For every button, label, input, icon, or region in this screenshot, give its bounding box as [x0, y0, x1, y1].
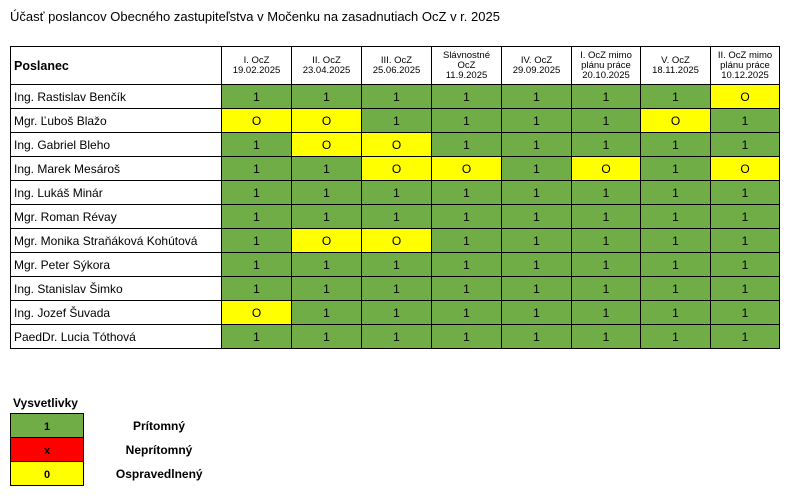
- table-row: [11, 325, 780, 349]
- attendance-cell: 1: [432, 325, 502, 349]
- attendance-cell: 1: [572, 205, 641, 229]
- attendance-cell: O: [362, 229, 432, 253]
- attendance-cell: 1: [502, 181, 572, 205]
- legend-table: [10, 413, 235, 486]
- attendance-cell: 1: [572, 229, 641, 253]
- column-header-session: [711, 47, 780, 85]
- attendance-cell: 1: [432, 205, 502, 229]
- legend-swatch: [11, 414, 84, 438]
- legend-title: Vysvetlivky: [13, 396, 78, 410]
- attendance-cell: 1: [292, 277, 362, 301]
- attendance-cell: O: [362, 157, 432, 181]
- attendance-cell: 1: [502, 157, 572, 181]
- attendance-cell: O: [711, 85, 780, 109]
- attendance-cell: 1: [711, 181, 780, 205]
- attendance-cell: 1: [572, 85, 641, 109]
- attendance-cell: 1: [432, 181, 502, 205]
- attendance-cell: 1: [641, 85, 711, 109]
- table-row: [11, 109, 780, 133]
- attendance-cell: 1: [572, 109, 641, 133]
- attendance-cell: 1: [292, 325, 362, 349]
- column-header-line: 29.09.2025: [512, 64, 561, 76]
- page-title: Účasť poslancov Obecného zastupiteľstva v Močenku na zasadnutiach OcZ v r. 2025: [10, 9, 500, 24]
- councillor-name: Ing. Lukáš Minár: [11, 181, 222, 205]
- column-header-line: plánu práce: [581, 59, 631, 71]
- councillor-name: Ing. Rastislav Benčík: [11, 85, 222, 109]
- legend-symbol: x: [43, 444, 51, 457]
- attendance-cell: 1: [362, 205, 432, 229]
- legend-item: [11, 414, 235, 438]
- attendance-cell: 1: [711, 301, 780, 325]
- attendance-cell: 1: [222, 277, 292, 301]
- attendance-cell: 1: [222, 205, 292, 229]
- column-header-line: I. OcZ mimo: [580, 49, 632, 61]
- column-header-line: plánu práce: [720, 59, 770, 71]
- attendance-cell: 1: [711, 229, 780, 253]
- legend-item: [11, 438, 235, 462]
- attendance-cell: 1: [432, 277, 502, 301]
- attendance-cell: 1: [222, 181, 292, 205]
- attendance-cell: O: [222, 109, 292, 133]
- attendance-cell: 1: [432, 301, 502, 325]
- attendance-cell: 1: [572, 301, 641, 325]
- attendance-cell: O: [432, 157, 502, 181]
- column-header-line: II. OcZ: [312, 54, 341, 66]
- attendance-cell: 1: [222, 85, 292, 109]
- column-header-line: 18.11.2025: [652, 64, 699, 76]
- column-header-line: II. OcZ mimo: [717, 49, 773, 61]
- table-row: [11, 133, 780, 157]
- column-header-session: [292, 47, 362, 85]
- councillor-name: Ing. Gabriel Bleho: [11, 133, 222, 157]
- attendance-cell: 1: [432, 133, 502, 157]
- attendance-cell: 1: [572, 253, 641, 277]
- column-header-line: Slávnostné: [442, 49, 490, 61]
- column-header-session: [502, 47, 572, 85]
- attendance-cell: 1: [292, 205, 362, 229]
- attendance-cell: 1: [432, 85, 502, 109]
- attendance-cell: 1: [711, 277, 780, 301]
- column-header-line: IV. OcZ: [520, 54, 553, 66]
- table-row: [11, 229, 780, 253]
- column-header-session: [432, 47, 502, 85]
- councillor-name: Ing. Stanislav Šimko: [11, 277, 222, 301]
- column-header-line: I. OcZ: [243, 54, 270, 66]
- attendance-cell: 1: [711, 109, 780, 133]
- attendance-cell: 1: [502, 133, 572, 157]
- attendance-cell: 1: [362, 301, 432, 325]
- attendance-cell: 1: [641, 181, 711, 205]
- attendance-cell: O: [572, 157, 641, 181]
- column-header-line: 20.10.2025: [582, 69, 630, 81]
- councillor-name: PaedDr. Lucia Tóthová: [11, 325, 222, 349]
- column-header-line: OcZ: [457, 59, 476, 71]
- attendance-cell: 1: [292, 181, 362, 205]
- attendance-cell: 1: [641, 133, 711, 157]
- attendance-cell: O: [711, 157, 780, 181]
- table-row: [11, 277, 780, 301]
- attendance-cell: 1: [641, 229, 711, 253]
- attendance-cell: 1: [362, 325, 432, 349]
- attendance-cell: 1: [641, 205, 711, 229]
- attendance-cell: 1: [711, 205, 780, 229]
- attendance-cell: 1: [222, 133, 292, 157]
- attendance-cell: 1: [292, 157, 362, 181]
- table-row: [11, 157, 780, 181]
- column-header-line: 23.04.2025: [302, 64, 351, 76]
- attendance-cell: 1: [641, 277, 711, 301]
- legend-swatch: [11, 438, 84, 462]
- table-row: [11, 205, 780, 229]
- attendance-cell: 1: [362, 181, 432, 205]
- legend-symbol: 1: [43, 420, 51, 433]
- attendance-cell: 1: [502, 109, 572, 133]
- attendance-cell: 1: [502, 301, 572, 325]
- attendance-cell: O: [222, 301, 292, 325]
- attendance-cell: 1: [572, 133, 641, 157]
- legend-label: Neprítomný: [125, 442, 193, 457]
- attendance-cell: O: [362, 133, 432, 157]
- councillor-name: Ing. Jozef Šuvada: [11, 301, 222, 325]
- attendance-cell: 1: [502, 253, 572, 277]
- attendance-cell: 1: [502, 85, 572, 109]
- councillor-name: Ing. Marek Mesároš: [11, 157, 222, 181]
- column-header-line: V. OcZ: [661, 54, 690, 66]
- attendance-cell: 1: [222, 325, 292, 349]
- attendance-cell: 1: [641, 325, 711, 349]
- attendance-table: [10, 46, 780, 349]
- attendance-cell: 1: [641, 301, 711, 325]
- column-header-line: 11.9.2025: [445, 69, 488, 81]
- attendance-cell: 1: [362, 277, 432, 301]
- attendance-cell: 1: [502, 229, 572, 253]
- councillor-name: Mgr. Roman Révay: [11, 205, 222, 229]
- attendance-cell: 1: [572, 325, 641, 349]
- attendance-cell: 1: [362, 85, 432, 109]
- councillor-name: Mgr. Peter Sýkora: [11, 253, 222, 277]
- attendance-cell: O: [292, 133, 362, 157]
- table-row: [11, 85, 780, 109]
- legend-swatch: [11, 462, 84, 486]
- attendance-cell: 1: [362, 109, 432, 133]
- attendance-cell: O: [292, 229, 362, 253]
- attendance-cell: 1: [292, 301, 362, 325]
- column-header-line: 10.12.2025: [721, 69, 769, 81]
- attendance-cell: 1: [502, 205, 572, 229]
- column-header-session: [222, 47, 292, 85]
- column-header-name: Poslanec: [11, 47, 222, 85]
- councillor-name: Mgr. Monika Straňáková Kohútová: [11, 229, 222, 253]
- attendance-cell: 1: [711, 325, 780, 349]
- column-header-line: 19.02.2025: [232, 64, 281, 76]
- attendance-cell: 1: [222, 229, 292, 253]
- attendance-cell: 1: [292, 253, 362, 277]
- column-header-session: [641, 47, 711, 85]
- attendance-cell: 1: [711, 133, 780, 157]
- attendance-cell: 1: [711, 253, 780, 277]
- attendance-cell: 1: [572, 181, 641, 205]
- attendance-cell: 1: [432, 253, 502, 277]
- attendance-cell: O: [292, 109, 362, 133]
- legend-label: Prítomný: [132, 418, 185, 433]
- attendance-cell: 1: [432, 109, 502, 133]
- attendance-cell: 1: [502, 277, 572, 301]
- attendance-cell: 1: [641, 253, 711, 277]
- table-row: [11, 253, 780, 277]
- table-row: [11, 301, 780, 325]
- attendance-cell: O: [641, 109, 711, 133]
- attendance-cell: 1: [362, 253, 432, 277]
- header-row: [11, 47, 780, 85]
- table-body: [11, 85, 780, 349]
- table-row: [11, 181, 780, 205]
- legend-symbol: 0: [43, 468, 51, 481]
- legend-item: [11, 462, 235, 486]
- attendance-cell: 1: [222, 253, 292, 277]
- legend-label: Ospravedlnený: [115, 466, 203, 481]
- attendance-cell: 1: [292, 85, 362, 109]
- column-header-session: [362, 47, 432, 85]
- attendance-cell: 1: [502, 325, 572, 349]
- column-header-line: III. OcZ: [380, 54, 413, 66]
- attendance-cell: 1: [641, 157, 711, 181]
- attendance-cell: 1: [432, 229, 502, 253]
- column-header-line: 25.06.2025: [372, 64, 421, 76]
- column-header-session: [572, 47, 641, 85]
- attendance-cell: 1: [222, 157, 292, 181]
- attendance-cell: 1: [572, 277, 641, 301]
- councillor-name: Mgr. Ľuboš Blažo: [11, 109, 222, 133]
